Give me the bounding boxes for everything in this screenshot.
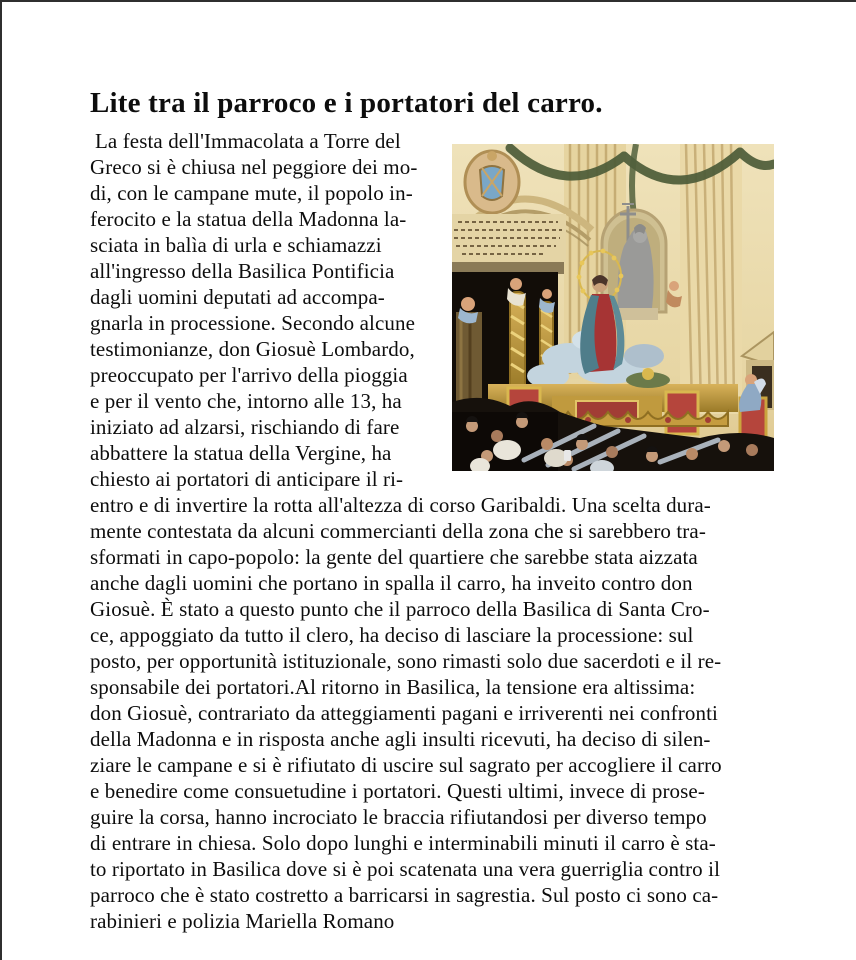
procession-photo-illustration [452,144,774,471]
article-line: guire la corsa, hanno incrociato le braccia rifiutandosi per diverso tempo [90,805,707,829]
article-line: di, con le campane mute, il popolo in- [90,181,413,205]
article-full-lines [90,492,774,934]
article-line: di entrare in chiesa. Solo dopo lunghi e interminabili minuti il carro è sta- [90,831,716,855]
article-line: La festa dell'Immacolata a Torre del [95,129,401,153]
article-line: gnarla in processione. Secondo alcune [90,311,416,335]
article-title: Lite tra il parroco e i portatori del carro. [90,87,603,119]
article-line: sponsabile dei portatori.Al ritorno in Basilica, la tensione era altissima: [90,675,696,699]
article-line: testimonianze, don Giosuè Lombardo, [90,337,415,361]
article-line: ce, appoggiato da tutto il clero, ha deciso di lasciare la processione: sul [90,623,694,647]
article-line: all'ingresso della Basilica Pontificia [90,259,395,283]
article-line: mente contestata da alcuni commercianti della zona che si sarebbero tra- [90,519,706,543]
article-line: anche dagli uomini che portano in spalla il carro, ha inveito contro don [90,571,693,595]
article-line: sformati in capo-popolo: la gente del quartiere che sarebbe stata aizzata [90,545,698,569]
procession-photo [452,144,774,471]
article-line: iniziato ad alzarsi, rischiando di fare [90,415,400,439]
article-line: posto, per opportunità istituzionale, sono rimasti solo due sacerdoti e il re- [90,649,722,673]
article-line: rabinieri e polizia Mariella Romano [90,909,395,933]
article-line: ziare le campane e si è rifiutato di uscire sul sagrato per accogliere il carro [90,753,722,777]
article-line: to riportato in Basilica dove si è poi scatenata una vera guerriglia contro il [90,857,721,881]
article-line: sciata in balìa di urla e schiamazzi [90,233,382,257]
article-line: parroco che è stato costretto a barricarsi in sagrestia. Sul posto ci sono ca- [90,883,719,907]
article-line: dagli uomini deputati ad accompa- [90,285,385,309]
article-line: Giosuè. È stato a questo punto che il parroco della Basilica di Santa Cro- [90,597,710,621]
article-line: della Madonna e in risposta anche agli insulti ricevuti, ha deciso di silen- [90,727,711,751]
article-line: entro e di invertire la rotta all'altezza di corso Garibaldi. Una scelta dura- [90,493,711,517]
article-line: Greco si è chiusa nel peggiore dei mo- [90,155,418,179]
article-body [90,128,774,934]
article-line: e benedire come consuetudine i portatori. Questi ultimi, invece di prose- [90,779,705,803]
article-line: preoccupato per l'arrivo della pioggia [90,363,408,387]
article-line: e per il vento che, intorno alle 13, ha [90,389,402,413]
article-line: abbattere la statua della Vergine, ha [90,441,392,465]
article-content [2,2,856,934]
article-line: chiesto ai portatori di anticipare il ri- [90,467,404,491]
article-line: ferocito e la statua della Madonna la- [90,207,407,231]
article-line: don Giosuè, contrariato da atteggiamenti pagani e irriverenti nei confronti [90,701,718,725]
